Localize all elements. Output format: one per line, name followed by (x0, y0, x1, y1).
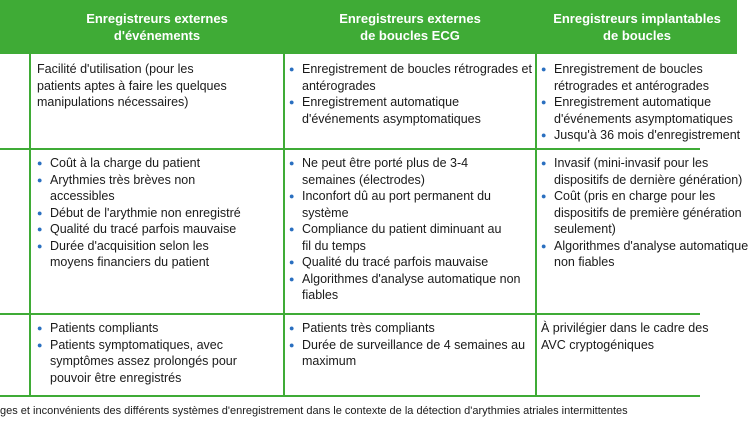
table-cell (289, 61, 533, 127)
bullet-list (289, 320, 533, 370)
column-divider (535, 0, 537, 397)
cell-text: Facilité d'utilisation (pour les patients aptes à faire les quelques manipulations nécessaires) (37, 62, 227, 109)
row-divider (0, 395, 700, 397)
list-item: ● Patients compliants (37, 320, 265, 337)
header-cell-external-loop (285, 0, 535, 54)
bullet-list (289, 61, 533, 127)
list-item: ● Qualité du tracé parfois mauvaise (37, 221, 277, 238)
list-item: ● Durée de surveillance de 4 semaines au maximum (289, 337, 533, 370)
list-item: ● Ne peut être porté plus de 3-4 semaines (électrodes) (289, 155, 477, 188)
row-divider (0, 313, 700, 315)
list-item: ● Algorithmes d'analyse automatique non fiables (541, 238, 751, 271)
table-cell (37, 320, 265, 386)
row-divider (0, 148, 700, 150)
list-item: ● Enregistrement de boucles rétrogrades et antérogrades (289, 61, 533, 94)
bullet-list (541, 155, 751, 271)
header-text: Enregistreurs externes d'événements (86, 11, 228, 43)
list-item: ● Coût (pris en charge pour les dispositifs de première génération seulement) (541, 188, 751, 238)
list-item: ● Qualité du tracé parfois mauvaise (289, 254, 533, 271)
table-cell (541, 155, 751, 271)
bullet-list (37, 320, 265, 386)
list-item: ● Patients symptomatiques, avec symptômes assez prolongés pour pouvoir être enregistrés (37, 337, 265, 387)
table-caption: ges et inconvénients des différents systèmes d'enregistrement dans le contexte de la détection d'arythmies atriales intermittentes (0, 405, 628, 417)
table-cell (37, 61, 237, 111)
table-cell (289, 155, 533, 304)
list-item: ● Arythmies très brèves non accessibles (37, 172, 220, 205)
header-cell-label (0, 0, 29, 54)
header-cell-implantable-loop (537, 0, 737, 54)
list-item: ● Algorithmes d'analyse automatique non fiables (289, 271, 532, 304)
list-item: ● Enregistrement de boucles rétrogrades et antérogrades (541, 61, 751, 94)
column-divider (283, 0, 285, 397)
list-item: ● Durée d'acquisition selon les moyens financiers du patient (37, 238, 250, 271)
list-item: ● Enregistrement automatique d'événements asymptomatiques (289, 94, 533, 127)
table-cell (289, 320, 533, 370)
column-divider (29, 0, 31, 397)
list-item: ● Invasif (mini-invasif pour les dispositifs de dernière génération) (541, 155, 751, 188)
header-cell-external-event (31, 0, 283, 54)
cell-text: À privilégier dans le cadre des AVC cryptogéniques (541, 321, 709, 352)
list-item: ● Enregistrement automatique d'événements asymptomatiques (541, 94, 751, 127)
bullet-list (37, 155, 277, 271)
list-item: ● Jusqu'à 36 mois d'enregistrement (541, 127, 751, 144)
list-item: ● Début de l'arythmie non enregistré (37, 205, 277, 222)
list-item: ● Compliance du patient diminuant au fil du temps (289, 221, 502, 254)
bullet-list (289, 155, 533, 304)
list-item: ● Coût à la charge du patient (37, 155, 277, 172)
header-text: Enregistreurs externes de boucles ECG (339, 11, 481, 43)
bullet-list (541, 61, 751, 144)
list-item: ● Inconfort dû au port permanent du système (289, 188, 497, 221)
list-item: ● Patients très compliants (289, 320, 533, 337)
table-cell (37, 155, 277, 271)
table-cell (541, 320, 711, 353)
table-cell (541, 61, 751, 144)
header-text: Enregistreurs implantables de boucles (553, 11, 721, 43)
